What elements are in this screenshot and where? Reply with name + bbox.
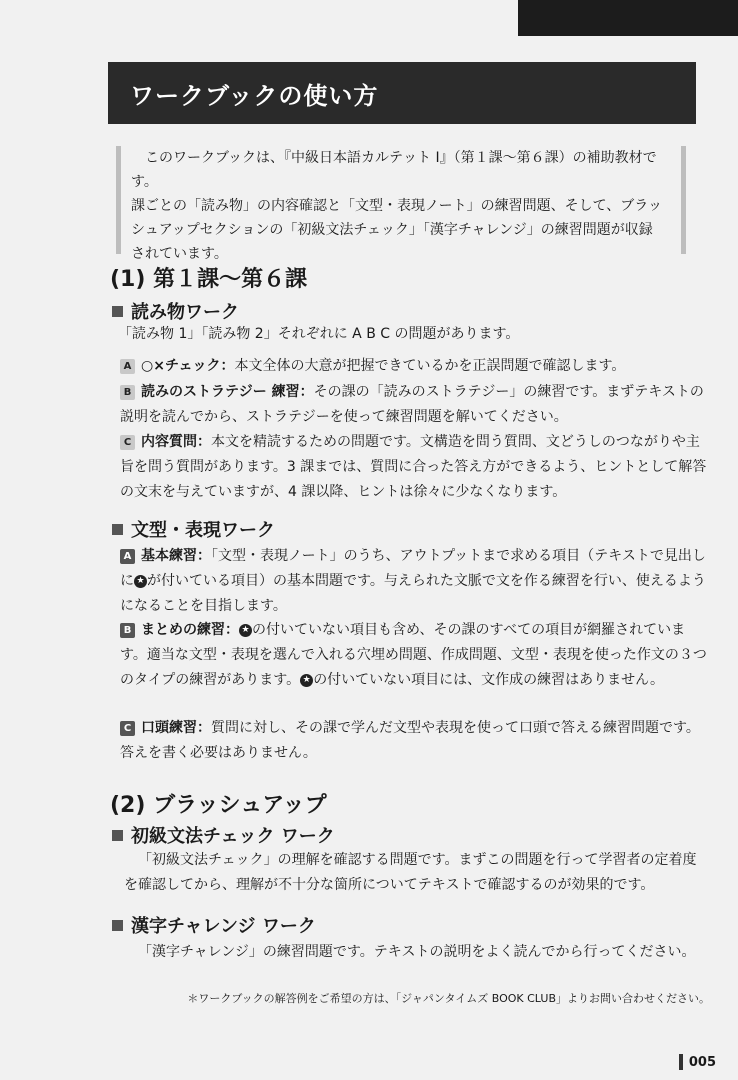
page-title: ワークブックの使い方	[130, 82, 379, 110]
tag-c-icon: C	[120, 435, 135, 450]
intro-line: このワークブックは、『中級日本語カルテット I』（第１課〜第６課）の補助教材です。	[131, 150, 657, 190]
subsection-heading-grammar-check	[112, 822, 335, 848]
intro-box	[116, 146, 686, 262]
tag-b-icon: B	[120, 385, 135, 400]
subsection-label: 読み物ワーク	[131, 302, 239, 323]
page-number-text: 005	[688, 1054, 716, 1070]
item-text: 本文を精読するための問題です。文構造を問う質問、文どうしのつながりや主旨を問う質問があります。3 課までは、質問に合った答え方ができるよう、ヒントとして解答の文末を与えていますが、4 課以降、ヒントは徐々に少なくなります。	[120, 434, 707, 500]
subsection-heading-kanji	[112, 912, 316, 938]
square-bullet-icon	[112, 306, 123, 317]
item-text: が付いている項目）の基本問題です。与えられた文脈で文を作る練習を行い、使えるようになることを目指します。	[120, 573, 706, 614]
reading-lead: 「読み物 1」「読み物 2」それぞれに A B C の問題があります。	[118, 326, 520, 342]
star-badge-icon: ★	[300, 674, 313, 687]
item-text: 本文全体の大意が把握できているかを正誤問題で確認します。	[234, 358, 626, 374]
square-bullet-icon	[112, 920, 123, 931]
reading-item-b	[120, 380, 708, 430]
square-bullet-icon	[112, 524, 123, 535]
star-badge-icon: ★	[134, 575, 147, 588]
tag-c-icon: C	[120, 721, 135, 736]
subsection-heading-reading	[112, 298, 239, 324]
item-text: の付いていない項目も含め、その課のすべての項目が網羅されています。適当な文型・表現を選んで入れる穴埋め問題、作成問題、文型・表現を使った作文の３つのタイプの練習があります。	[120, 622, 707, 688]
grammar-item-c	[120, 716, 708, 766]
tag-a-icon: A	[120, 549, 135, 564]
page-marker-bar	[679, 1054, 683, 1070]
adjacent-page-edge	[518, 0, 738, 36]
subsection-label: 文型・表現ワーク	[131, 520, 275, 541]
page-number	[679, 1054, 716, 1070]
item-text: 質問に対し、その課で学んだ文型や表現を使って口頭で答える練習問題です。答えを書く必要はありません。	[120, 720, 700, 761]
tag-a-icon: A	[120, 359, 135, 374]
item-label: ○×チェック：	[141, 358, 235, 374]
reading-item-a	[120, 354, 708, 379]
kanji-text: 「漢字チャレンジ」の練習問題です。テキストの説明をよく読んでから行ってください。	[138, 944, 696, 960]
section-heading-1: (1) 第１課〜第６課	[110, 267, 308, 292]
footnote: ＊ワークブックの解答例をご希望の方は、「ジャパンタイムズ BOOK CLUB」よりお問い合わせください。	[187, 992, 710, 1005]
subsection-heading-grammar	[112, 516, 275, 542]
subsection-label: 初級文法チェック ワーク	[131, 826, 335, 847]
reading-item-c	[120, 430, 708, 505]
square-bullet-icon	[112, 830, 123, 841]
item-text: その課の「読みのストラテジー」の練習です。まずテキストの説明を読んでから、ストラテジーを使って練習問題を解いてください。	[120, 384, 704, 425]
grammar-check-text: 「初級文法チェック」の理解を確認する問題です。まずこの問題を行って学習者の定着度を確認してから、理解が不十分な箇所についてテキストで確認するのが効果的です。	[124, 852, 697, 893]
intro-line: されています。	[131, 246, 228, 262]
item-label: 内容質問：	[141, 434, 211, 450]
item-label: 読みのストラテジー 練習：	[141, 384, 314, 400]
intro-line: シュアップセクションの「初級文法チェック」「漢字チャレンジ」の練習問題が収録	[131, 222, 653, 238]
section-heading-2: (2) ブラッシュアップ	[110, 793, 327, 818]
item-text: 「文型・表現ノート」のうち、アウトプットまで求める項目（テキストで見出しに	[120, 548, 706, 589]
grammar-item-a	[120, 544, 708, 619]
intro-line: 課ごとの「読み物」の内容確認と「文型・表現ノート」の練習問題、そして、ブラッ	[131, 198, 663, 214]
subsection-label: 漢字チャレンジ ワーク	[131, 916, 316, 937]
item-label: 基本練習：	[141, 548, 211, 564]
item-label: 口頭練習：	[141, 720, 211, 736]
star-badge-icon: ★	[239, 624, 252, 637]
tag-b-icon: B	[120, 623, 135, 638]
item-text: の付いていない項目には、文作成の練習はありません。	[313, 672, 665, 688]
title-banner	[108, 62, 696, 124]
item-label: まとめの練習：	[141, 622, 239, 638]
grammar-item-b	[120, 618, 708, 693]
